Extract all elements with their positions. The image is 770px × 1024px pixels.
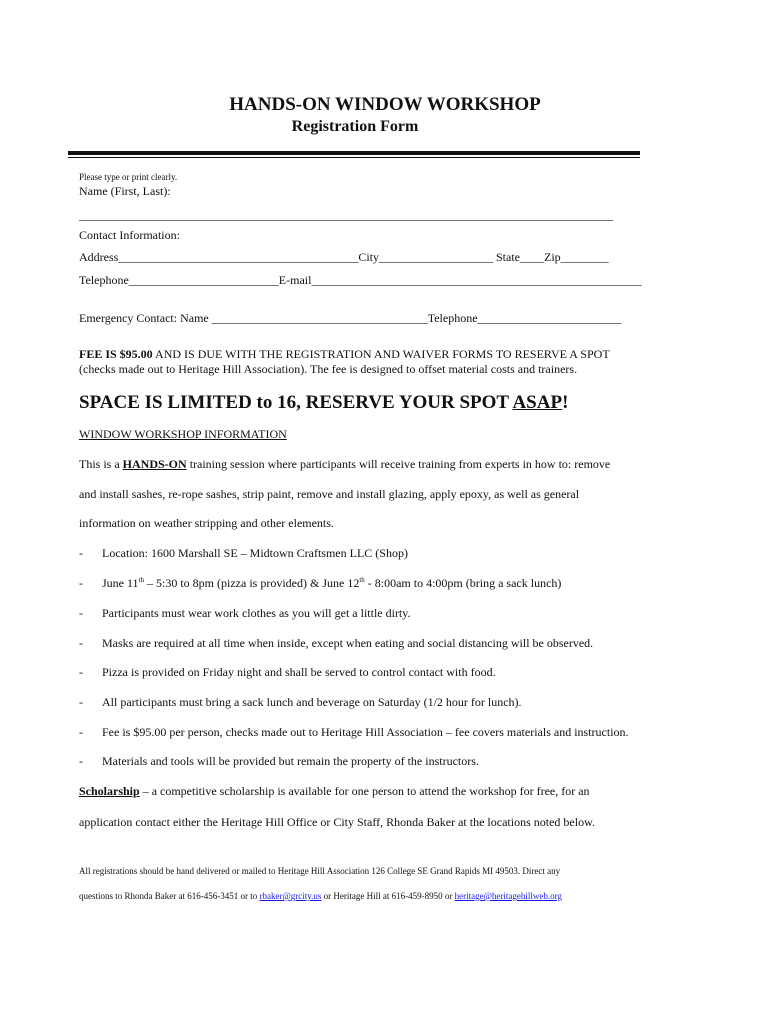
info-para-line-2: and install sashes, re-rope sashes, strip paint, remove and install glazing, apply epoxy, as well as general xyxy=(79,487,580,501)
email-link-heritage[interactable]: heritage@heritagehillweb.org xyxy=(454,891,562,901)
bullet-location: Location: 1600 Marshall SE – Midtown Craftsmen LLC (Shop) xyxy=(102,546,408,560)
scholarship-label: Scholarship xyxy=(79,784,140,798)
footer-text-a: questions to Rhonda Baker at 616-456-3451 or to xyxy=(79,891,260,901)
contact-label: Contact Information: xyxy=(79,228,180,242)
footer-text-b: or Heritage Hill at 616-459-8950 or xyxy=(321,891,455,901)
fee-amount: FEE IS $95.00 xyxy=(79,347,153,361)
bullet-masks: Masks are required at all time when inside, except when eating and social distancing will be observed. xyxy=(102,636,594,650)
space-bang: ! xyxy=(562,392,569,413)
name-field[interactable]: _________________________________________________________________________________________ xyxy=(79,208,613,222)
asap-text: ASAP xyxy=(512,392,563,413)
name-label: Name (First, Last): xyxy=(79,184,171,198)
bullet-dash: - xyxy=(79,695,83,709)
page-title: HANDS-ON WINDOW WORKSHOP xyxy=(229,94,541,115)
info-para-line-1 xyxy=(79,457,610,472)
space-text: SPACE IS LIMITED to 16, RESERVE YOUR SPOT xyxy=(79,392,513,413)
bullet-dash: - xyxy=(79,606,83,620)
header-rule-thin xyxy=(68,157,640,158)
bullet-dash: - xyxy=(79,754,83,768)
form-instruction: Please type or print clearly. xyxy=(79,172,178,182)
info-p1-post: training session where participants will receive training from experts in how to: remove xyxy=(186,457,611,471)
scholarship-line-1 xyxy=(79,784,590,799)
bullet-dash: - xyxy=(79,665,83,679)
ordinal-suffix: th xyxy=(138,576,145,584)
info-p1-pre: This is a xyxy=(79,457,123,471)
emergency-contact-line[interactable]: Emergency Contact: Name ____________________________________Telephone________________________ xyxy=(79,311,622,325)
footer-line-2 xyxy=(79,891,562,901)
address-field-line[interactable]: Address________________________________________City___________________ State____Zip________ xyxy=(79,250,609,264)
telephone-email-line[interactable]: Telephone_________________________E-mail_______________________________________________________ xyxy=(79,273,642,287)
info-para-line-3: information on weather stripping and other elements. xyxy=(79,516,334,530)
bullet-fee: Fee is $95.00 per person, checks made out to Heritage Hill Association – fee covers materials and instruction. xyxy=(102,725,629,739)
bullet-materials: Materials and tools will be provided but remain the property of the instructors. xyxy=(102,754,479,768)
scholarship-line-2: application contact either the Heritage Hill Office or City Staff, Rhonda Baker at the locations noted below. xyxy=(79,815,595,829)
date-saturday-hours: - 8:00am to 4:00pm (bring a sack lunch) xyxy=(364,576,562,590)
header-rule-thick xyxy=(68,151,640,155)
email-link-rbaker[interactable]: rbaker@grcity.us xyxy=(259,891,322,901)
page-subtitle: Registration Form xyxy=(291,118,419,135)
bullet-pizza: Pizza is provided on Friday night and shall be served to control contact with food. xyxy=(102,665,496,679)
bullet-clothes: Participants must wear work clothes as you will get a little dirty. xyxy=(102,606,411,620)
ordinal-suffix: th xyxy=(359,576,365,584)
info-heading: WINDOW WORKSHOP INFORMATION xyxy=(79,427,287,441)
fee-line-2: (checks made out to Heritage Hill Association). The fee is designed to offset material costs and trainers. xyxy=(79,362,578,376)
date-june-11: June 11 xyxy=(102,576,139,590)
bullet-dash: - xyxy=(79,636,83,650)
date-june-12: – 5:30 to 8pm (pizza is provided) & June 12 xyxy=(144,576,360,590)
bullet-dash: - xyxy=(79,725,83,739)
fee-line-1 xyxy=(79,347,610,362)
scholarship-text: – a competitive scholarship is available for one person to attend the workshop for free, for an xyxy=(139,784,590,798)
hands-on-emphasis: HANDS-ON xyxy=(122,457,187,471)
bullet-dash: - xyxy=(79,576,83,590)
space-limited-heading xyxy=(79,392,568,414)
fee-line-1-text: AND IS DUE WITH THE REGISTRATION AND WAIVER FORMS TO RESERVE A SPOT xyxy=(152,347,610,361)
footer-line-1: All registrations should be hand delivered or mailed to Heritage Hill Association 126 College SE Grand Rapids MI 49503. Direct any xyxy=(79,866,561,876)
bullet-dash: - xyxy=(79,546,83,560)
bullet-sack-lunch: All participants must bring a sack lunch and beverage on Saturday (1/2 hour for lunch). xyxy=(102,695,522,709)
bullet-dates xyxy=(102,576,561,591)
